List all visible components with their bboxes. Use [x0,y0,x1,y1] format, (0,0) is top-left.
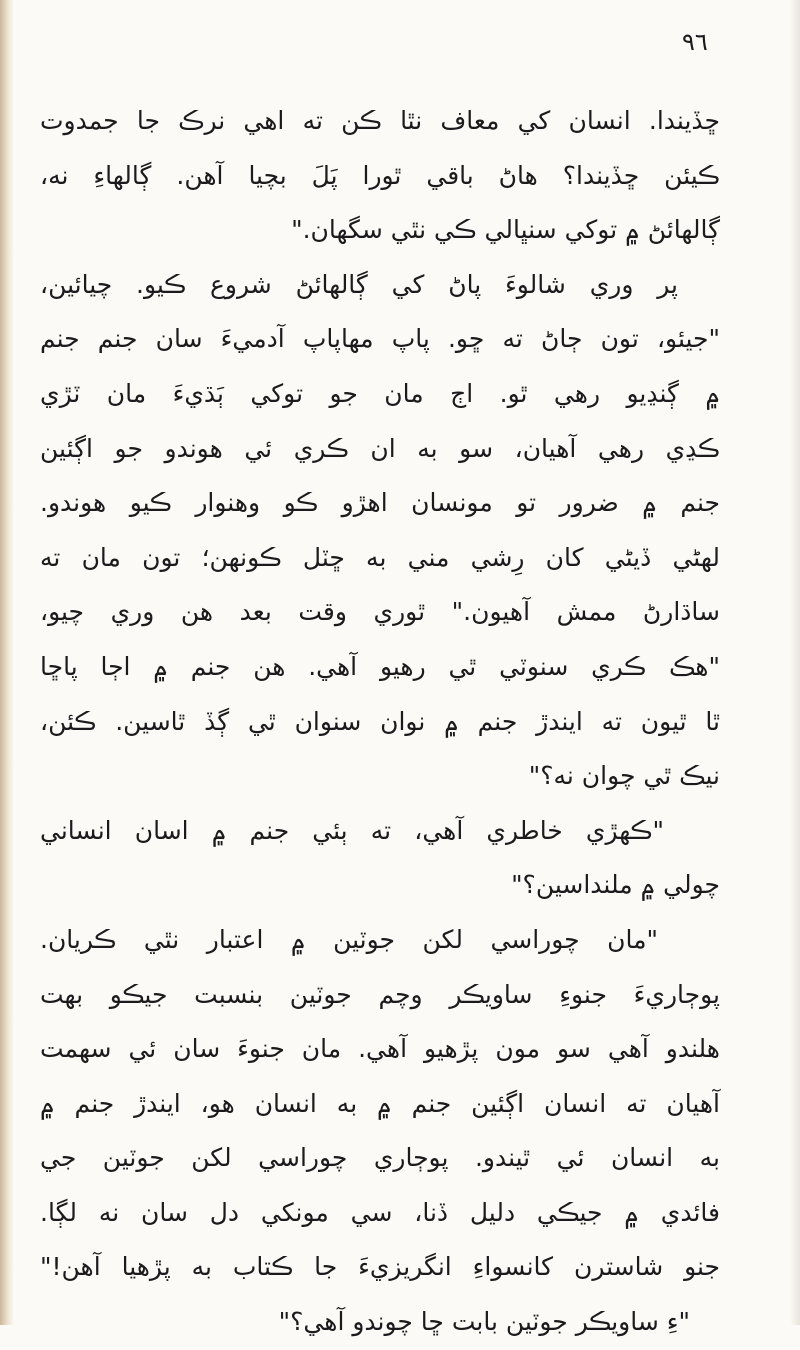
text-line: "هڪ ڪري سنوٽي ٿي رهيو آهي. هن جنم ۾ اڄا پاڇا [40,651,720,681]
paragraph-start-line: "ءِ ساويڪر جوٽين بابت ڇا چوندو آهي؟" [278,1307,690,1337]
page-number: ٩٦ [682,28,708,56]
text-line: ۾ ڳنڍيو رهي ٿو. اڄ مان جو توکي ٻَڌيءَ مان ٽڙي [40,378,720,408]
text-line: جنو شاسترن کانسواءِ انگريزيءَ جا ڪتاب به پڙهيا آهن!" [40,1252,720,1282]
text-line: هلندو آهي سو مون پڙهيو آهي. مان جنوءَ سان ئي سهمت [40,1034,720,1064]
paragraph-start-line: پر وري شالوءَ پاڻ کي ڳالهائڻ شروع ڪيو. چيائين، [40,269,678,299]
text-line: ٿا ٿيون ته ايندڙ جنم ۾ نوان سنوان ٿي ڳڏ ٿاسين. ڪئن، [40,706,720,736]
text-line: جنم ۾ ضرور تو مونسان اهڙو ڪو وهنوار ڪيو هوندو. [40,488,720,518]
text-line: پوڄاريءَ جنوءِ ساويڪر وچم جوٽين بنسبت جيڪو بهت [40,979,720,1009]
text-line: لهڻي ڏيڻي کان رِشي مني به ڇٽل ڪونهن؛ تون مان ته [40,542,720,572]
text-line: چولي ۾ ملنداسين؟" [511,870,720,900]
text-line: ڪيئن ڇڏيندا؟ هاڻ باقي ٿورا پَلَ بچيا آهن. ڳالهاءِ نه، [40,160,720,190]
text-line: ڳالهائڻ ۾ توکي سنڀالي ڪي نٿي سگهان." [291,215,720,245]
text-line: ساڌارڻ ممش آهيون." ٿوري وقت بعد هن وري چيو، [40,597,720,627]
page-left-edge [0,0,14,1325]
text-line: "جيئو، تون ڄاڻ ته ڇو. پاپ مهاپاپ آدميءَ سان جنم جنم [40,324,720,354]
body-text [40,94,720,1350]
text-line: فائدي ۾ جيڪي دليل ڏنا، سي مونکي دل سان نه لڳا. [40,1197,720,1227]
page-right-edge [790,0,800,1325]
paragraph-start-line: "ڪهڙي خاطري آهي، ته ٻئي جنم ۾ اسان انساني [40,815,664,845]
text-line: نيڪ ٿي چوان نه؟" [528,761,720,791]
text-line: ڪڍي رهي آهيان، سو به ان ڪري ئي هوندو جو اڳئين [40,433,720,463]
text-line: ڇڏيندا. انسان کي معاف نٿا ڪن ته اهي نرڪ جا جمدوت [40,106,720,135]
text-line: به انسان ئي ٿيندو. پوڄاري چوراسي لکن جوٽين جي [40,1143,720,1173]
text-line: آهيان ته انسان اڳئين جنم ۾ به انسان هو، ايندڙ جنم ۾ [40,1088,720,1118]
paragraph-start-line: "مان چوراسي لکن جوٽين ۾ اعتبار نٿي ڪريان. [40,924,658,954]
